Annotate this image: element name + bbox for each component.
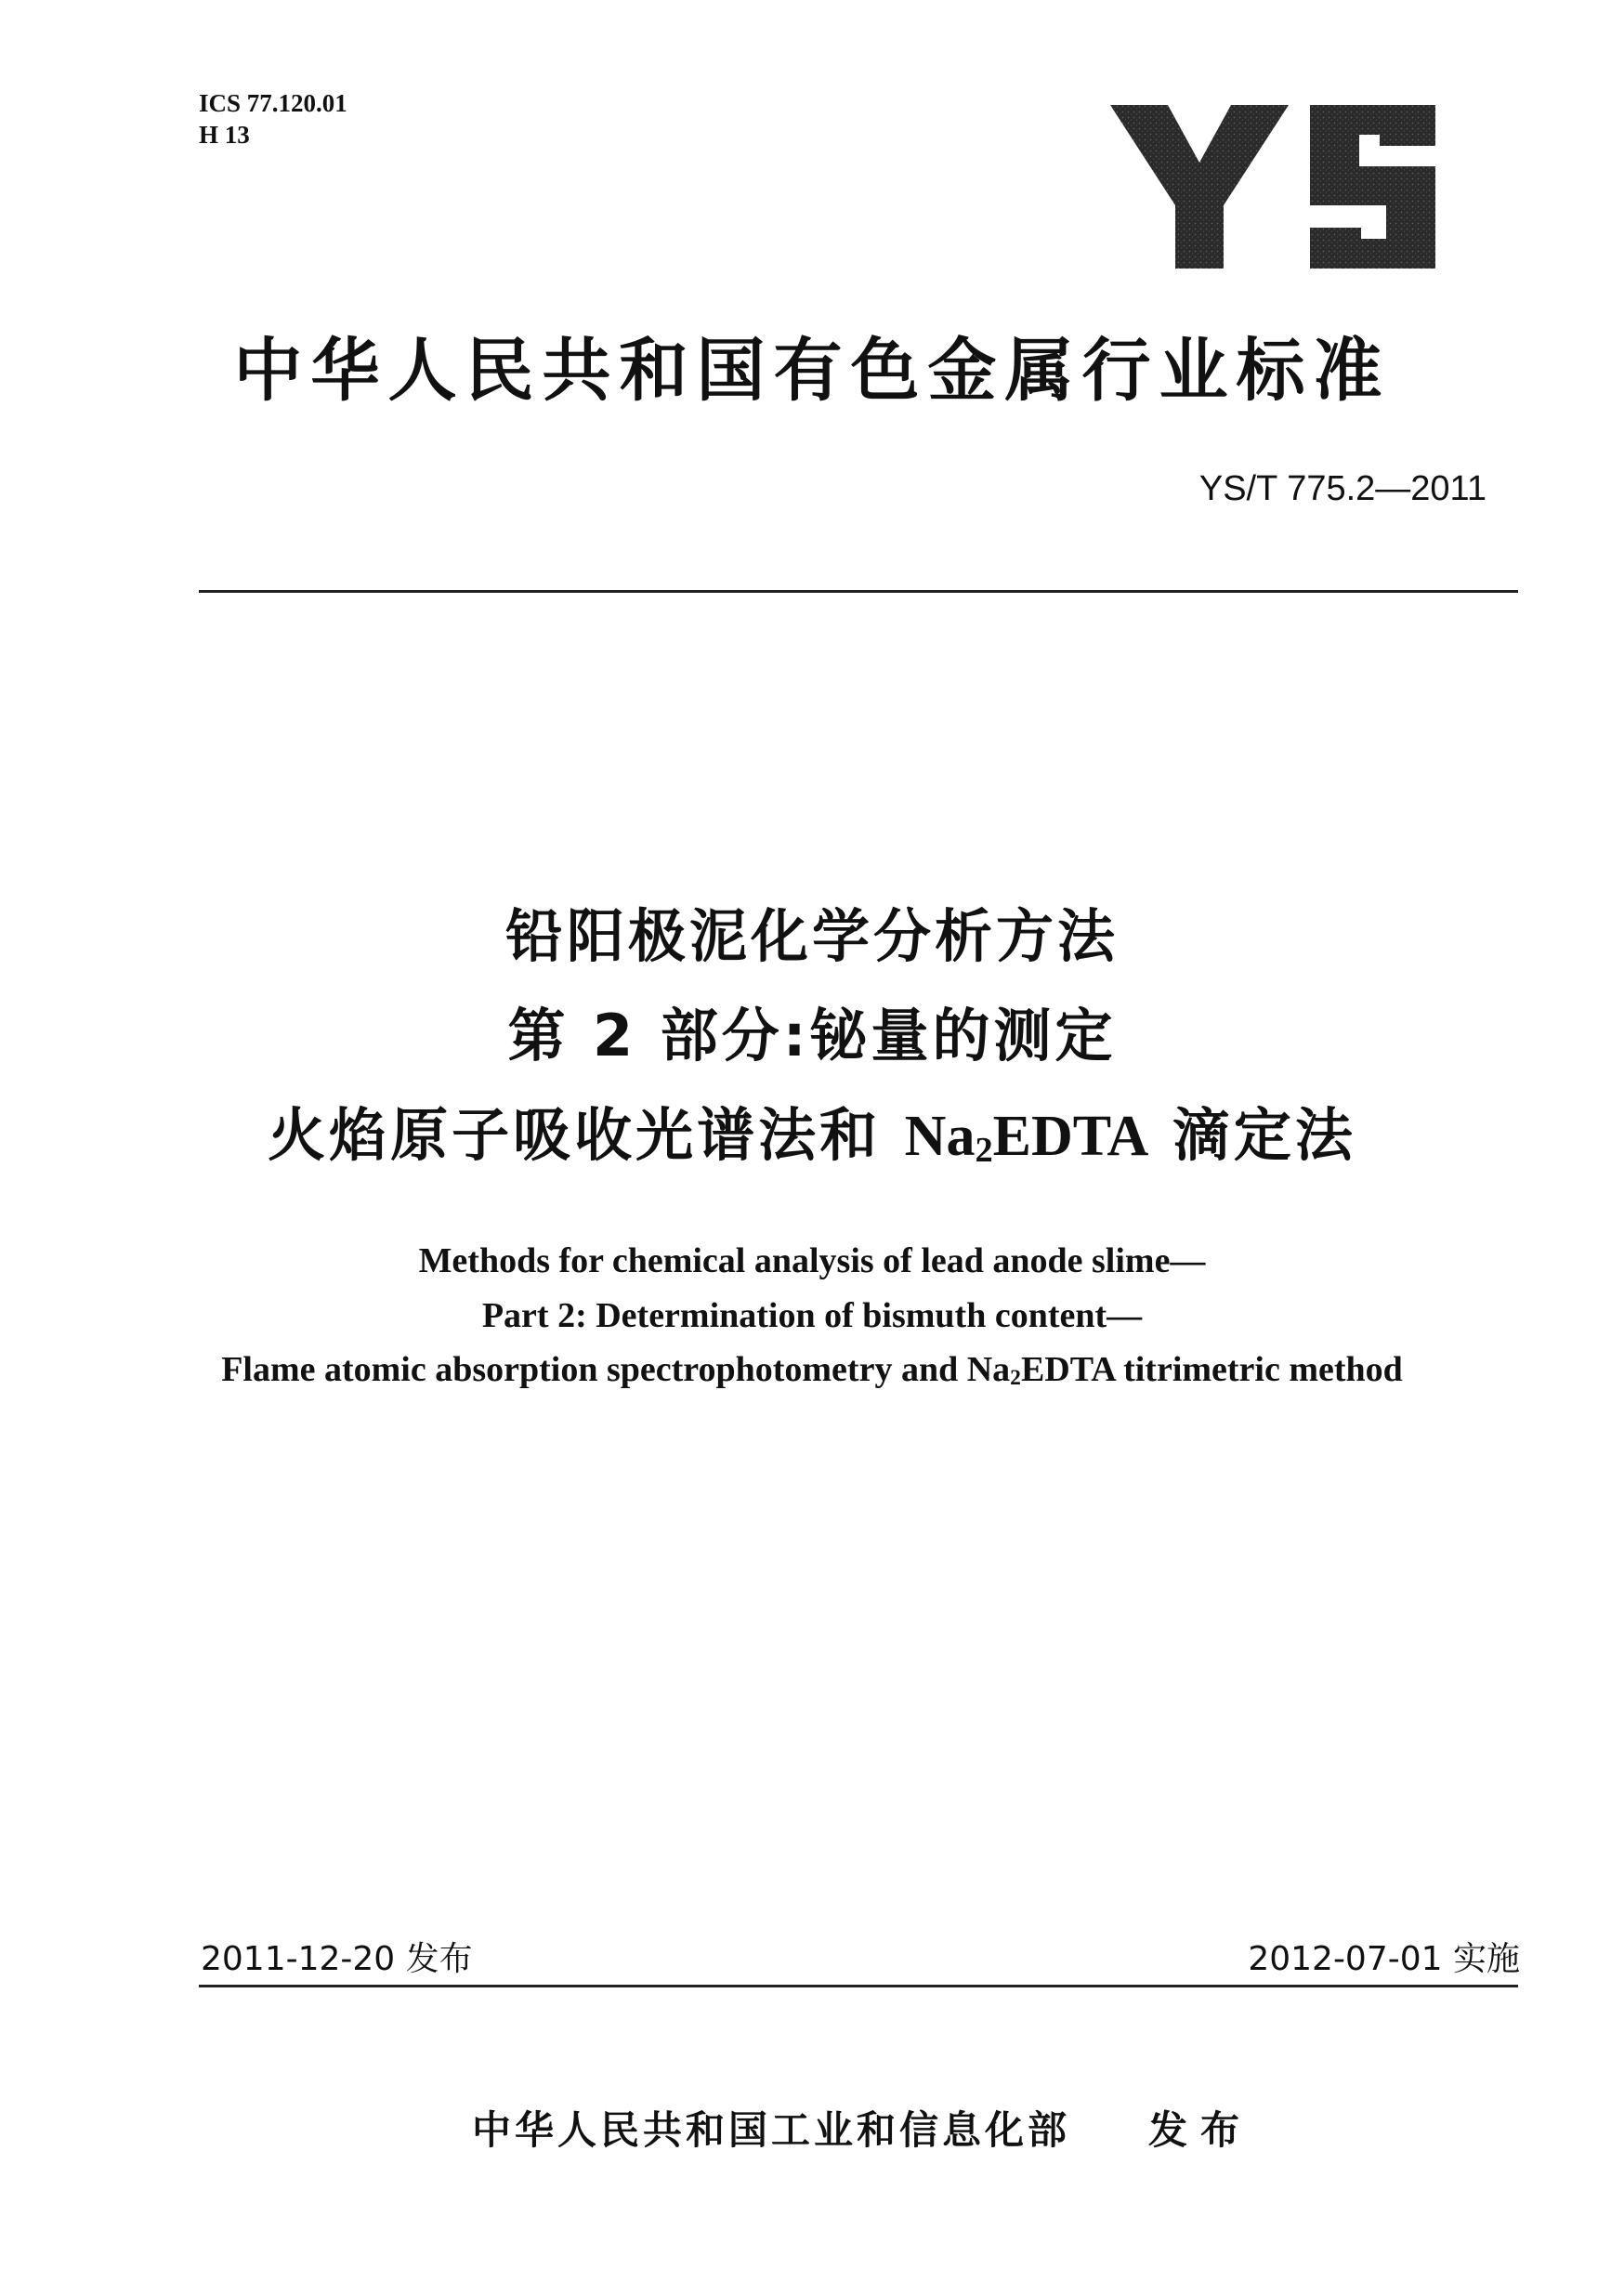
publisher: 中华人民共和国工业和信息化部 bbox=[472, 2107, 1071, 2153]
title-en-line3-post: EDTA titrimetric method bbox=[1020, 1350, 1403, 1389]
title-cn-line2: 第 2 部分:铋量的测定 bbox=[507, 1002, 1117, 1069]
standard-number: YS/T 775.2—2011 bbox=[1198, 469, 1486, 508]
standard-title: 中华人民共和国有色金属行业标准 bbox=[233, 331, 1391, 411]
ys-logo bbox=[1110, 105, 1435, 269]
title-en-line3-pre: Flame atomic absorption spectrophotometry and Na bbox=[221, 1350, 1011, 1389]
publisher-action: 发布 bbox=[1148, 2107, 1253, 2153]
bottom-divider bbox=[199, 1985, 1518, 1987]
ccs-code: H 13 bbox=[199, 121, 250, 149]
implementation-date: 2012-07-01 实施 bbox=[1248, 1940, 1520, 1978]
ics-code: ICS 77.120.01 bbox=[199, 89, 347, 117]
classification-codes bbox=[199, 87, 347, 151]
title-cn-line3-na: Na bbox=[904, 1105, 976, 1168]
issue-date: 2011-12-20 发布 bbox=[201, 1940, 473, 1978]
title-cn-line3-sub: 2 bbox=[975, 1130, 993, 1170]
title-cn-line1: 铅阳极泥化学分析方法 bbox=[504, 902, 1119, 970]
title-cn-line3 bbox=[0, 1100, 1624, 1172]
title-en-line3 bbox=[0, 1347, 1624, 1392]
title-en-line1: Methods for chemical analysis of lead anode slime— bbox=[418, 1241, 1206, 1280]
title-cn-line3-post: 滴定法 bbox=[1148, 1101, 1356, 1169]
title-en-line2: Part 2: Determination of bismuth content— bbox=[481, 1296, 1143, 1335]
top-divider bbox=[199, 590, 1518, 593]
title-en-line3-sub: 2 bbox=[1010, 1366, 1021, 1391]
title-cn-line3-edta: EDTA bbox=[992, 1105, 1149, 1168]
title-cn-line3-pre: 火焰原子吸收光谱法和 bbox=[268, 1101, 905, 1169]
